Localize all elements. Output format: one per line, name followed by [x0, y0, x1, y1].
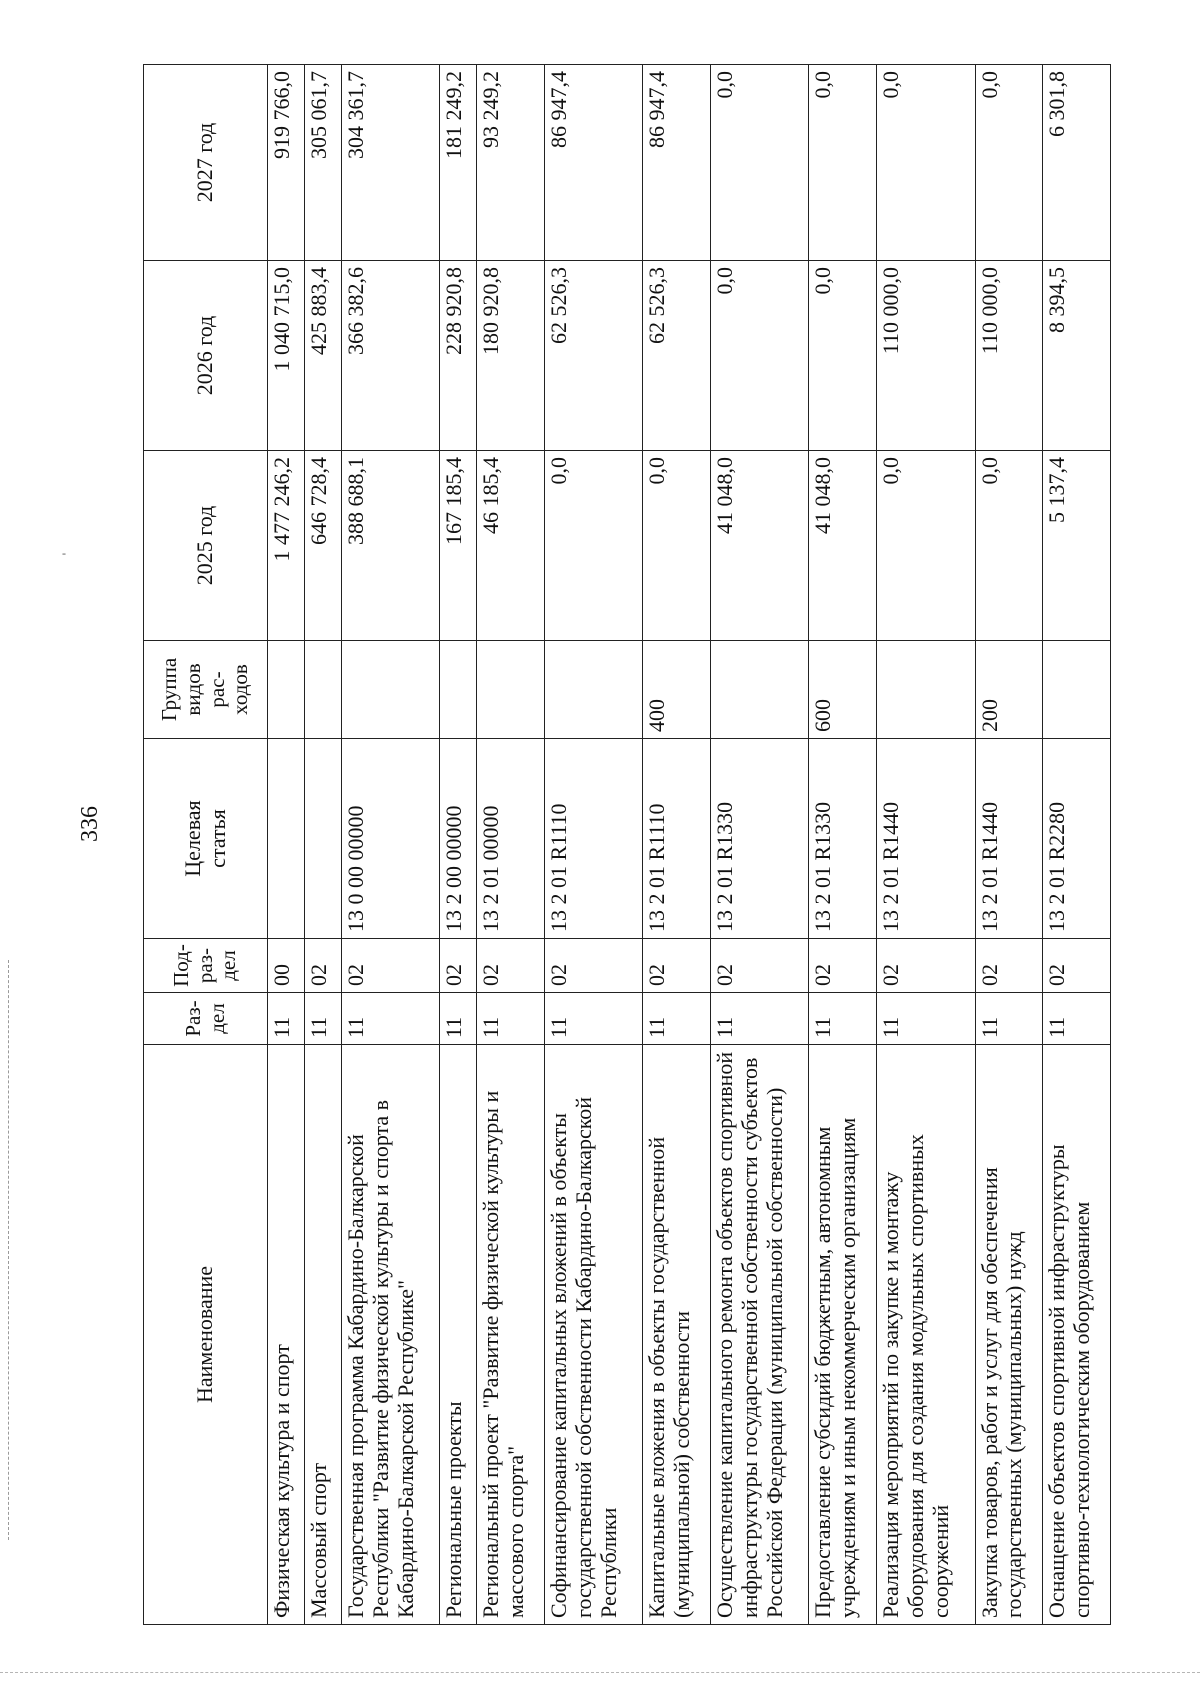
header-2025: 2025 год	[144, 451, 268, 641]
row-2025: 0,0	[544, 451, 642, 641]
row-gruppa	[1043, 641, 1111, 739]
row-podrazdel: 00	[268, 939, 305, 993]
row-gruppa	[877, 641, 975, 739]
row-gruppa: 600	[809, 641, 877, 739]
row-2025: 1 477 246,2	[268, 451, 305, 641]
row-podrazdel: 02	[809, 939, 877, 993]
row-podrazdel: 02	[710, 939, 808, 993]
table-row	[975, 65, 1043, 1625]
row-celevaya-statya	[268, 739, 305, 939]
row-gruppa	[268, 641, 305, 739]
row-2027: 0,0	[809, 65, 877, 261]
row-name: Массовый спорт	[304, 1045, 341, 1625]
row-celevaya-statya: 13 2 01 R1110	[643, 739, 711, 939]
row-2027: 304 361,7	[341, 65, 439, 261]
row-celevaya-statya: 13 2 01 R1440	[975, 739, 1043, 939]
row-name: Реализация мероприятий по закупке и монтажу оборудования для создания модульных спортивных сооружений	[877, 1045, 975, 1625]
row-gruppa	[304, 641, 341, 739]
row-name: Региональный проект "Развитие физической культуры и массового спорта"	[477, 1045, 545, 1625]
table-row	[341, 65, 439, 1625]
row-celevaya-statya	[304, 739, 341, 939]
row-2025: 0,0	[643, 451, 711, 641]
row-2027: 0,0	[877, 65, 975, 261]
row-gruppa	[477, 641, 545, 739]
row-celevaya-statya: 13 2 01 R1330	[809, 739, 877, 939]
row-2027: 0,0	[975, 65, 1043, 261]
table-row	[877, 65, 975, 1625]
row-name: Оснащение объектов спортивной инфраструктуры спортивно-технологическим оборудованием	[1043, 1045, 1111, 1625]
row-2026: 1 040 715,0	[268, 261, 305, 451]
row-2025: 46 185,4	[477, 451, 545, 641]
row-2025: 646 728,4	[304, 451, 341, 641]
row-podrazdel: 02	[544, 939, 642, 993]
row-razdel: 11	[809, 993, 877, 1045]
row-razdel: 11	[1043, 993, 1111, 1045]
row-2025: 41 048,0	[710, 451, 808, 641]
header-2026: 2026 год	[144, 261, 268, 451]
table-row	[440, 65, 477, 1625]
row-2026: 0,0	[809, 261, 877, 451]
row-2025: 0,0	[877, 451, 975, 641]
row-2027: 6 301,8	[1043, 65, 1111, 261]
row-2026: 0,0	[710, 261, 808, 451]
row-name: Осуществление капитального ремонта объектов спортивной инфраструктуры государственной собственности субъектов Российской Федерации (муниципальной собственности)	[710, 1045, 808, 1625]
row-gruppa: 200	[975, 641, 1043, 739]
row-2026: 425 883,4	[304, 261, 341, 451]
header-podrazdel: Под- раз- дел	[144, 939, 268, 993]
row-podrazdel: 02	[643, 939, 711, 993]
row-2027: 86 947,4	[544, 65, 642, 261]
row-name: Капитальные вложения в объекты государственной (муниципальной) собственности	[643, 1045, 711, 1625]
header-row	[144, 65, 268, 1625]
row-2027: 93 249,2	[477, 65, 545, 261]
row-2027: 919 766,0	[268, 65, 305, 261]
row-gruppa	[440, 641, 477, 739]
row-razdel: 11	[877, 993, 975, 1045]
row-gruppa	[544, 641, 642, 739]
page-number: 336	[77, 806, 103, 842]
header-gruppa-vidov-raskhodov: Группа видов рас- ходов	[144, 641, 268, 739]
row-2027: 0,0	[710, 65, 808, 261]
table-row	[1043, 65, 1111, 1625]
row-2025: 5 137,4	[1043, 451, 1111, 641]
row-celevaya-statya: 13 2 01 R2280	[1043, 739, 1111, 939]
row-razdel: 11	[710, 993, 808, 1045]
table-row	[304, 65, 341, 1625]
header-2027: 2027 год	[144, 65, 268, 261]
row-razdel: 11	[643, 993, 711, 1045]
row-2027: 181 249,2	[440, 65, 477, 261]
header-name: Наименование	[144, 1045, 268, 1625]
table-row	[477, 65, 545, 1625]
row-name: Закупка товаров, работ и услуг для обеспечения государственных (муниципальных) нужд	[975, 1045, 1043, 1625]
row-razdel: 11	[477, 993, 545, 1045]
row-podrazdel: 02	[1043, 939, 1111, 993]
row-podrazdel: 02	[877, 939, 975, 993]
table-row	[710, 65, 808, 1625]
row-2026: 110 000,0	[975, 261, 1043, 451]
row-2025: 0,0	[975, 451, 1043, 641]
stray-mark: -	[62, 546, 66, 560]
header-razdel: Раз- дел	[144, 993, 268, 1045]
row-2026: 180 920,8	[477, 261, 545, 451]
row-2026: 228 920,8	[440, 261, 477, 451]
row-name: Софинансирование капитальных вложений в объекты государственной собственности Кабардино-Балкарской Республики	[544, 1045, 642, 1625]
table-row	[643, 65, 711, 1625]
row-name: Физическая культура и спорт	[268, 1045, 305, 1625]
scan-edge-bottom	[0, 1672, 1200, 1673]
header-celevaya-statya: Целевая статья	[144, 739, 268, 939]
row-name: Региональные проекты	[440, 1045, 477, 1625]
row-podrazdel: 02	[304, 939, 341, 993]
row-2025: 41 048,0	[809, 451, 877, 641]
row-celevaya-statya: 13 2 01 R1330	[710, 739, 808, 939]
row-gruppa: 400	[643, 641, 711, 739]
row-gruppa	[710, 641, 808, 739]
row-celevaya-statya: 13 2 01 R1110	[544, 739, 642, 939]
row-2026: 62 526,3	[544, 261, 642, 451]
row-2025: 167 185,4	[440, 451, 477, 641]
row-2025: 388 688,1	[341, 451, 439, 641]
row-gruppa	[341, 641, 439, 739]
row-2026: 8 394,5	[1043, 261, 1111, 451]
budget-table	[143, 64, 1111, 1625]
row-celevaya-statya: 13 2 00 00000	[440, 739, 477, 939]
table-row	[809, 65, 877, 1625]
row-2026: 366 382,6	[341, 261, 439, 451]
row-2027: 305 061,7	[304, 65, 341, 261]
row-razdel: 11	[304, 993, 341, 1045]
row-razdel: 11	[268, 993, 305, 1045]
row-name: Государственная программа Кабардино-Балкарской Республики "Развитие физической культуры и спорта в Кабардино-Балкарской Республике"	[341, 1045, 439, 1625]
row-name: Предоставление субсидий бюджетным, автономным учреждениям и иным некоммерческим организациям	[809, 1045, 877, 1625]
row-podrazdel: 02	[341, 939, 439, 993]
row-razdel: 11	[341, 993, 439, 1045]
row-2027: 86 947,4	[643, 65, 711, 261]
scan-edge-left	[8, 960, 9, 1540]
row-celevaya-statya: 13 2 01 R1440	[877, 739, 975, 939]
row-celevaya-statya: 13 2 01 00000	[477, 739, 545, 939]
row-razdel: 11	[440, 993, 477, 1045]
row-2026: 110 000,0	[877, 261, 975, 451]
table-row	[544, 65, 642, 1625]
table-row	[268, 65, 305, 1625]
row-podrazdel: 02	[477, 939, 545, 993]
row-celevaya-statya: 13 0 00 00000	[341, 739, 439, 939]
budget-table-container	[143, 65, 1111, 1625]
row-podrazdel: 02	[975, 939, 1043, 993]
row-razdel: 11	[544, 993, 642, 1045]
row-podrazdel: 02	[440, 939, 477, 993]
row-razdel: 11	[975, 993, 1043, 1045]
row-2026: 62 526,3	[643, 261, 711, 451]
